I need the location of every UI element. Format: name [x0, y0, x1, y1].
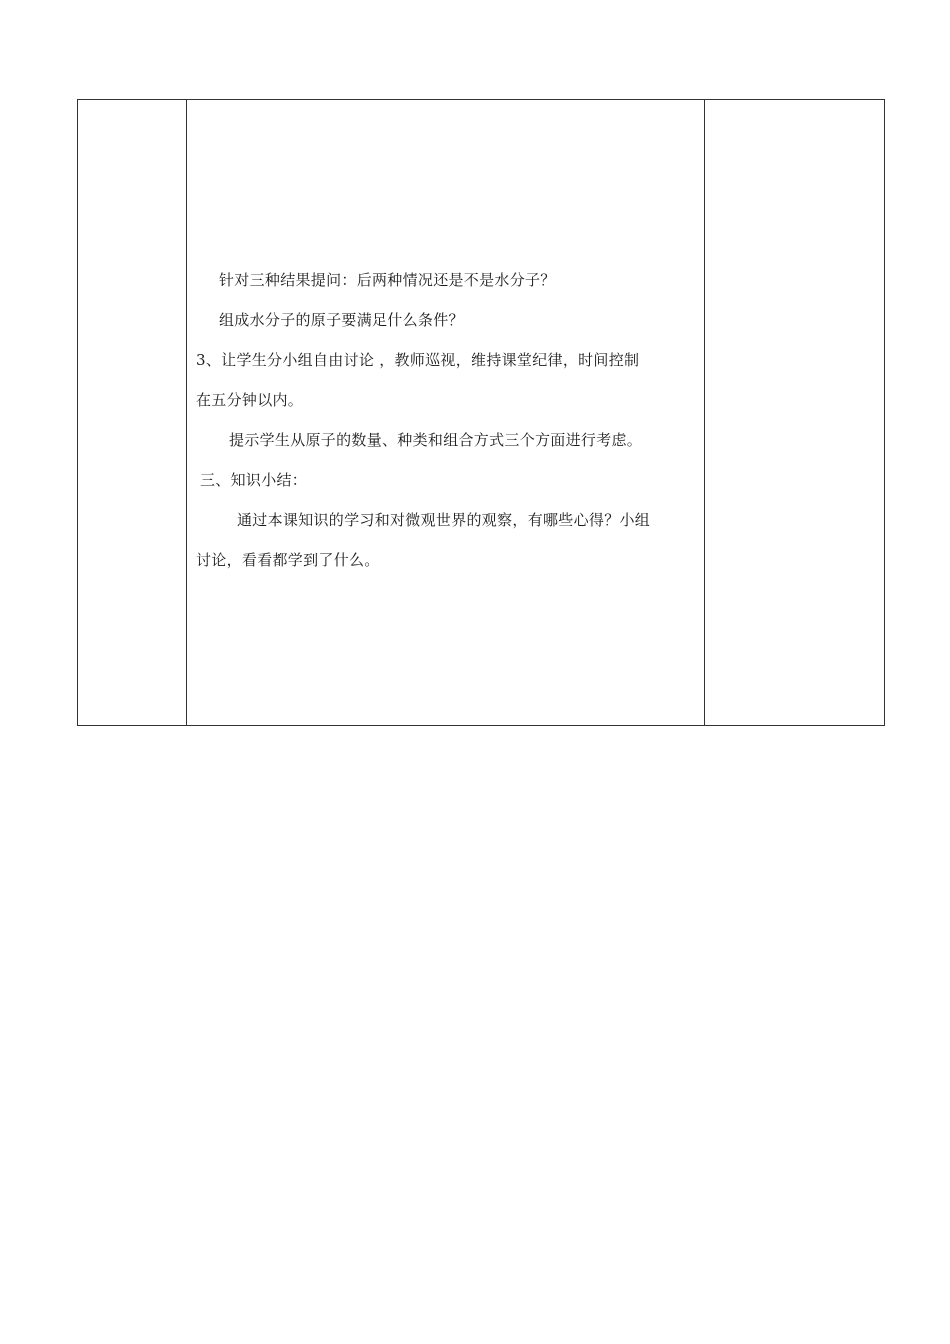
discussion-step-line-2: 在五分钟以内。 [196, 391, 304, 409]
lesson-table [77, 99, 885, 726]
question-paragraph: 针对三种结果提问：后两种情况还是不是水分子？ [219, 271, 556, 289]
summary-paragraph-line-2: 讨论，看看都学到了什么。 [196, 551, 380, 569]
right-column-cell [705, 100, 884, 725]
content-column-cell [187, 100, 705, 725]
left-column-cell [78, 100, 187, 725]
summary-paragraph-line-1: 通过本课知识的学习和对微观世界的观察，有哪些心得？小组 [237, 511, 651, 529]
section-heading-summary: 三、知识小结： [200, 471, 308, 489]
condition-question-paragraph: 组成水分子的原子要满足什么条件？ [219, 311, 464, 329]
hint-paragraph: 提示学生从原子的数量、种类和组合方式三个方面进行考虑。 [229, 431, 643, 449]
discussion-step-line-1: 3、让学生分小组自由讨论 ，教师巡视，维持课堂纪律，时间控制 [196, 351, 640, 369]
